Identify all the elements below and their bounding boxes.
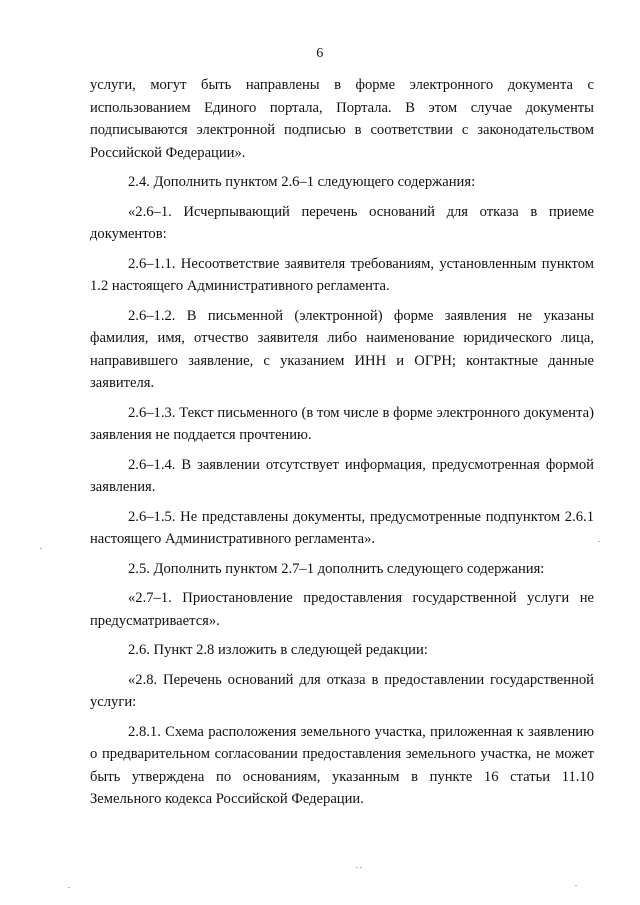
paragraph-2-5: 2.5. Дополнить пунктом 2.7–1 дополнить следующего содержания: <box>128 560 545 577</box>
scan-speck <box>575 885 577 886</box>
paragraph-2-6-1-3: 2.6–1.3. Текст письменного (в том числе в форме электронного документа) заявления не поддается прочтению. <box>90 404 594 443</box>
scan-speck <box>360 867 362 868</box>
paragraph-continuation: услуги, могут быть направлены в форме электронного документа с использованием Единого портала, Портала. В этом случае документы подписываются электронной подписью в соответствии с законодательством Российской Федерации». <box>90 77 594 161</box>
scan-speck <box>356 867 358 868</box>
paragraph-2-6: 2.6. Пункт 2.8 изложить в следующей редакции: <box>128 642 428 658</box>
scan-speck <box>68 887 70 888</box>
paragraph-2-4: 2.4. Дополнить пунктом 2.6–1 следующего содержания: <box>128 174 476 190</box>
paragraph-2-6-1: «2.6–1. Исчерпывающий перечень оснований для отказа в приеме документов: <box>90 203 594 242</box>
paragraph-2-6-1-4: 2.6–1.4. В заявлении отсутствует информация, предусмотренная формой заявления. <box>90 456 594 495</box>
document-body <box>90 74 594 818</box>
paragraph-2-6-1-1: 2.6–1.1. Несоответствие заявителя требованиям, установленным пунктом 1.2 настоящего Административного регламента. <box>90 255 594 294</box>
paragraph-2-8-1: 2.8.1. Схема расположения земельного участка, приложенная к заявлению о предварительном согласовании предоставления земельного участка, не может быть утверждена по основаниям, указанным в пункте 16 статьи 11.10 Земельного кодекса Российской Федерации. <box>90 723 594 807</box>
paragraph-2-6-1-5: 2.6–1.5. Не представлены документы, предусмотренные подпунктом 2.6.1 настоящего Административного регламента». <box>90 508 594 547</box>
scan-speck <box>598 541 600 542</box>
paragraph-2-6-1-2: 2.6–1.2. В письменной (электронной) форме заявления не указаны фамилия, имя, отчество заявителя либо наименование юридического лица, направившего заявление, с указанием ИНН и ОГРН; контактные данные заявителя. <box>90 307 594 391</box>
page-number: 6 <box>316 46 324 61</box>
scan-speck <box>40 548 42 549</box>
paragraph-2-8: «2.8. Перечень оснований для отказа в предоставлении государственной услуги: <box>90 671 594 710</box>
paragraph-2-7-1: «2.7–1. Приостановление предоставления государственной услуги не предусматривается». <box>90 590 594 629</box>
